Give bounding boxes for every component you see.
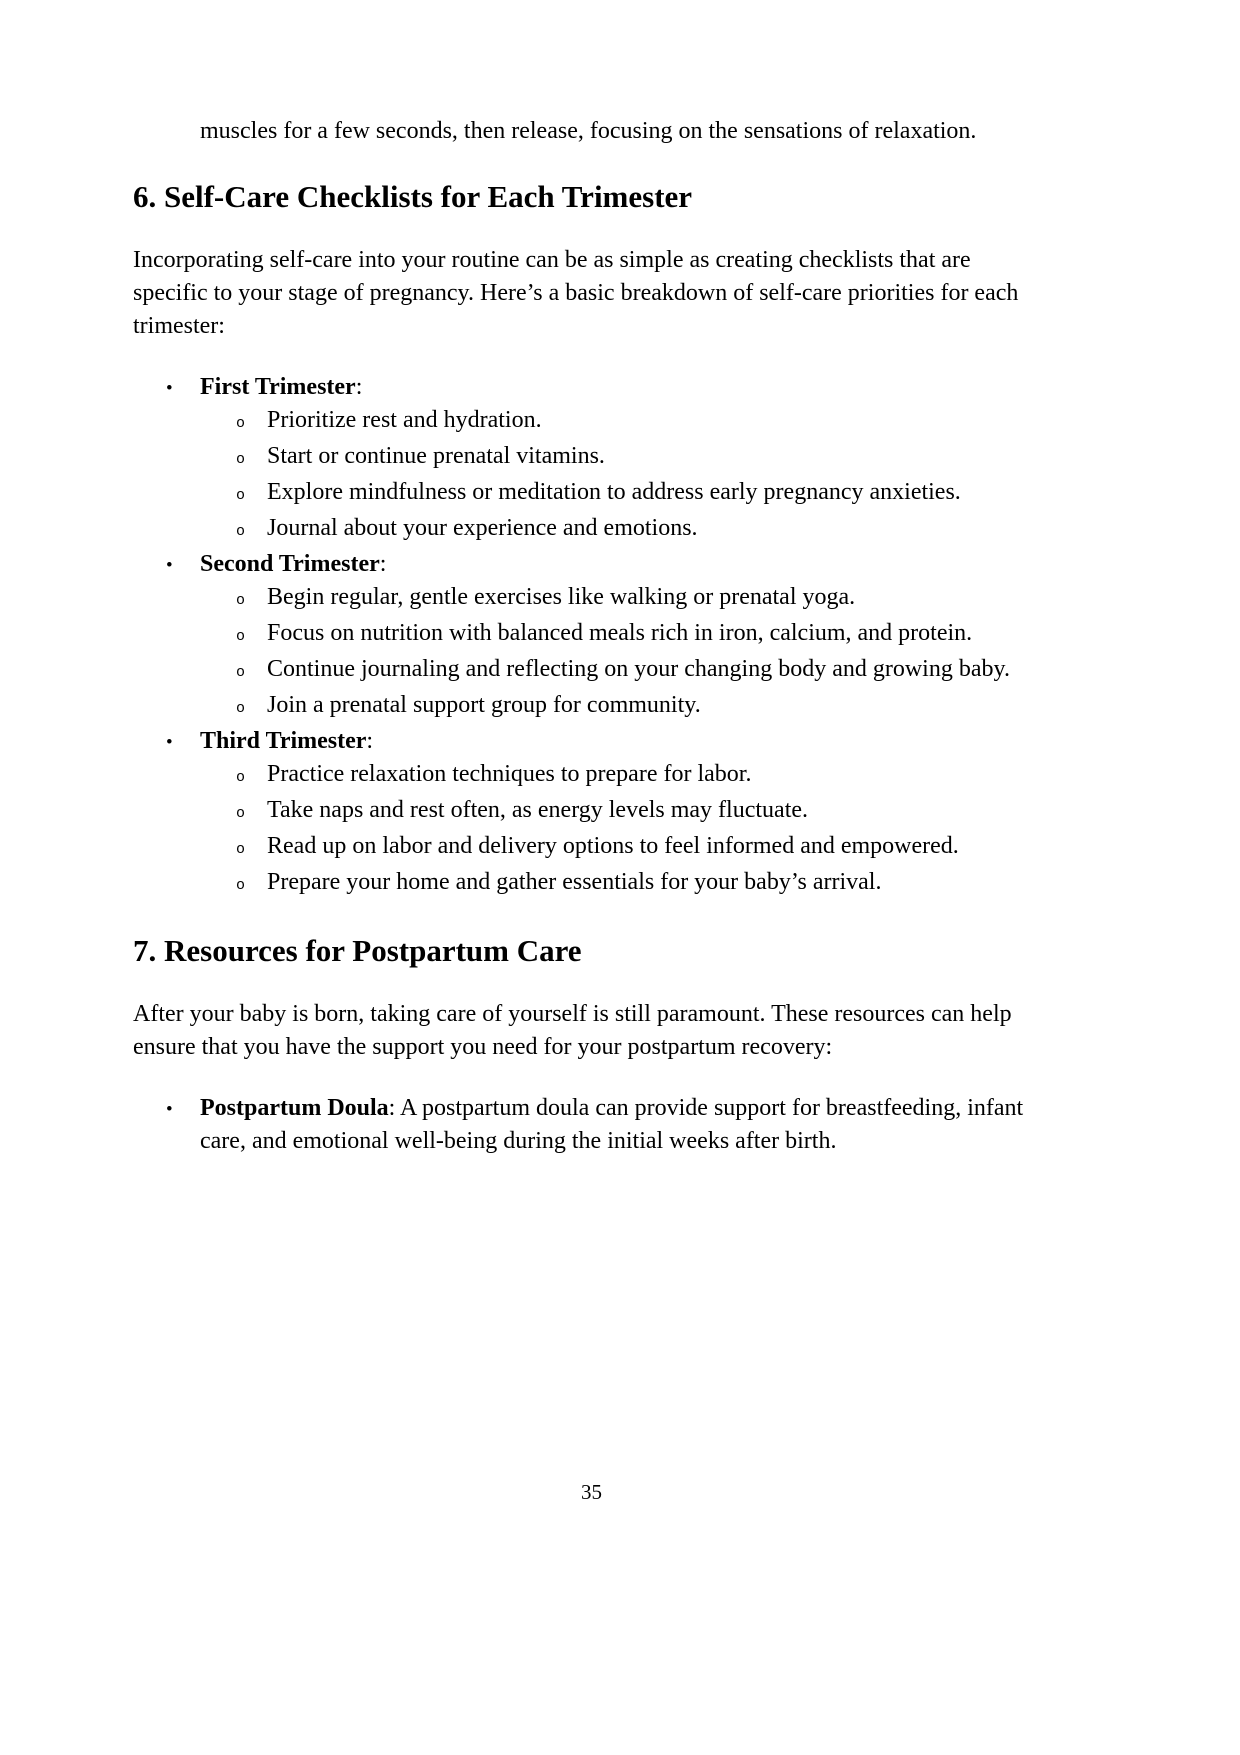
section-7-intro: After your baby is born, taking care of yourself is still paramount. These resources can help ensure that you have the support you need for your postpartum recovery: (133, 1001, 1012, 1060)
list-item-text: Join a prenatal support group for community. (267, 692, 701, 718)
list-item-body (200, 725, 1050, 902)
trimester-checklist (133, 371, 1050, 902)
sub-list (200, 581, 1050, 725)
list-item (200, 866, 1050, 902)
list-item-text: Focus on nutrition with balanced meals rich in iron, calcium, and protein. (267, 620, 973, 646)
circle-bullet-icon: o (236, 877, 246, 894)
sub-list (200, 404, 1050, 548)
list-item-text: Take naps and rest often, as energy levels may fluctuate. (267, 797, 809, 823)
circle-bullet-icon: o (236, 769, 246, 786)
list-item (200, 512, 1050, 548)
trimester-label: Third Trimester (200, 728, 367, 754)
list-item (200, 794, 1050, 830)
label-suffix: : (379, 551, 387, 577)
list-item (200, 476, 1050, 512)
list-item-text: Read up on labor and delivery options to feel informed and empowered. (267, 833, 959, 859)
circle-bullet-icon: o (236, 805, 246, 822)
list-item-label-line (200, 725, 1050, 758)
list-item-label-line (200, 548, 1050, 581)
list-item-text: Continue journaling and reflecting on your changing body and growing baby. (267, 656, 1010, 682)
list-item-body (200, 548, 1050, 725)
circle-bullet-icon: o (236, 664, 246, 681)
circle-bullet-icon: o (236, 592, 246, 609)
list-item (200, 830, 1050, 866)
list-item (133, 1092, 1050, 1158)
circle-bullet-icon: o (236, 415, 246, 432)
trimester-label: Second Trimester (200, 551, 380, 577)
list-item-text: Start or continue prenatal vitamins. (267, 443, 605, 469)
list-item-text: Prioritize rest and hydration. (267, 407, 542, 433)
circle-bullet-icon: o (236, 523, 246, 540)
list-item-text: Prepare your home and gather essentials for your baby’s arrival. (267, 869, 882, 895)
label-suffix: : (366, 728, 374, 754)
trimester-label: First Trimester (200, 374, 356, 400)
resource-label: Postpartum Doula (200, 1095, 389, 1121)
list-item-text: Journal about your experience and emotions. (267, 515, 698, 541)
list-item (200, 653, 1050, 689)
resource-text: : A postpartum doula can provide support for breastfeeding, infant care, and emotional well-being during the initial weeks after birth. (200, 1095, 1024, 1154)
bullet-icon: • (166, 732, 173, 753)
section-6-heading: 6. Self-Care Checklists for Each Trimester (133, 179, 693, 214)
list-item (200, 617, 1050, 653)
page-number: 35 (581, 1480, 602, 1504)
list-item-body (200, 1092, 1050, 1158)
list-item-text: Explore mindfulness or meditation to address early pregnancy anxieties. (267, 479, 961, 505)
list-item-text: Begin regular, gentle exercises like walking or prenatal yoga. (267, 584, 856, 610)
list-item (133, 725, 1050, 902)
list-item (200, 440, 1050, 476)
circle-bullet-icon: o (236, 451, 246, 468)
section-7-heading: 7. Resources for Postpartum Care (133, 933, 582, 968)
list-item-label-line (200, 371, 1050, 404)
bullet-icon: • (166, 555, 173, 576)
list-item (200, 404, 1050, 440)
list-item (200, 758, 1050, 794)
circle-bullet-icon: o (236, 628, 246, 645)
bullet-icon: • (166, 1099, 173, 1120)
paragraph-fragment: muscles for a few seconds, then release, focusing on the sensations of relaxation. (200, 118, 977, 144)
list-item-text: Practice relaxation techniques to prepare for labor. (267, 761, 752, 787)
list-item (200, 689, 1050, 725)
section-6-intro: Incorporating self-care into your routine can be as simple as creating checklists that are specific to your stage of pregnancy. Here’s a basic breakdown of self-care priorities for each trimester: (133, 247, 1019, 339)
list-item-body (200, 371, 1050, 548)
circle-bullet-icon: o (236, 841, 246, 858)
list-item (200, 581, 1050, 617)
circle-bullet-icon: o (236, 700, 246, 717)
sub-list (200, 758, 1050, 902)
list-item (133, 548, 1050, 725)
bullet-icon: • (166, 378, 173, 399)
circle-bullet-icon: o (236, 487, 246, 504)
label-suffix: : (355, 374, 363, 400)
postpartum-resources-list (133, 1092, 1050, 1158)
list-item (133, 371, 1050, 548)
